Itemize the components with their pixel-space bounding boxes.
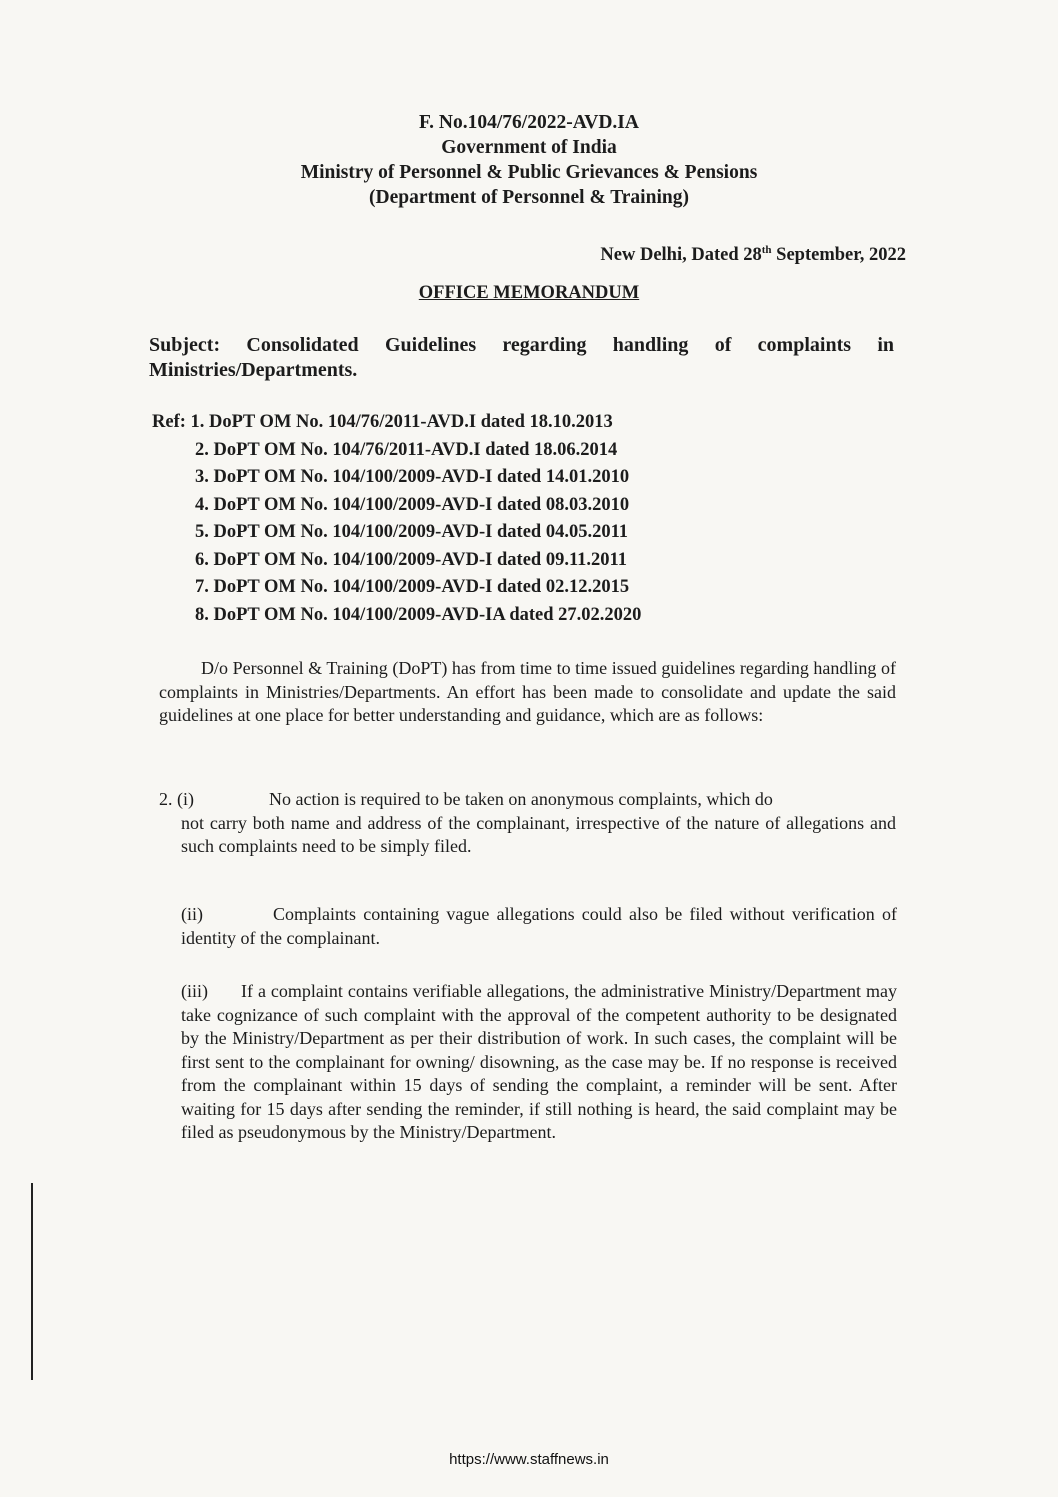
intro-paragraph: D/o Personnel & Training (DoPT) has from time to time issued guidelines regarding handling of complaints in Ministries/Departments. An effort has been made to consolidate and update the said guidelines at one place for better understanding and guidance, which are as follows: <box>159 658 896 725</box>
dateline-ordinal: th <box>761 244 772 256</box>
reference-item: 4. DoPT OM No. 104/100/2009-AVD-I dated 08.03.2010 <box>195 494 630 515</box>
reference-item: 8. DoPT OM No. 104/100/2009-AVD-IA dated 27.02.2020 <box>195 604 642 625</box>
margin-mark <box>31 1183 33 1380</box>
department-name: (Department of Personnel & Training) <box>369 187 689 208</box>
dateline-prefix: New Delhi, Dated 28 <box>600 245 762 266</box>
reference-item: 6. DoPT OM No. 104/100/2009-AVD-I dated 09.11.2011 <box>195 549 628 570</box>
paragraph-text: Complaints containing vague allegations could also be filed without verification of identity of the complainant. <box>181 904 897 948</box>
paragraph-ii <box>181 903 897 950</box>
paragraph-2-i <box>159 788 896 859</box>
dateline <box>600 244 906 266</box>
letterhead <box>0 110 1058 210</box>
government-name: Government of India <box>441 137 617 158</box>
reference-item: 2. DoPT OM No. 104/76/2011-AVD.I dated 18.06.2014 <box>195 439 618 460</box>
file-number: F. No.104/76/2022-AVD.IA <box>419 112 639 133</box>
memo-title: OFFICE MEMORANDUM <box>418 283 640 303</box>
paragraph-2-first-line <box>159 788 896 812</box>
reference-item: 5. DoPT OM No. 104/100/2009-AVD-I dated 04.05.2011 <box>195 522 629 542</box>
paragraph-label: (ii) <box>181 904 203 924</box>
paragraph-text: If a complaint contains verifiable allegations, the administrative Ministry/Department may take cognizance of such complaint with the approval of the competent authority to be designated by the Ministry/Department as per their distribution of work. In such cases, the complaint will be first sent to the complainant for owning/ disowning, as the case may be. If no response is received from the complainant within 15 days of sending the complaint, a reminder will be sent. After waiting for 15 days after sending the reminder, if still nothing is heard, the said complaint may be filed as pseudonymous by the Ministry/Department. <box>181 981 897 1142</box>
reference-item: 7. DoPT OM No. 104/100/2009-AVD-I dated 02.12.2015 <box>195 577 630 597</box>
subject-line: Subject: Consolidated Guidelines regarding handling of complaints in Ministries/Departments. <box>149 334 894 381</box>
paragraph-label: (iii) <box>181 981 208 1001</box>
paragraph-iii <box>181 980 897 1145</box>
ministry-name: Ministry of Personnel & Public Grievances & Pensions <box>300 162 758 183</box>
reference-item: Ref: 1. DoPT OM No. 104/76/2011-AVD.I dated 18.10.2013 <box>152 412 613 432</box>
paragraph-2-rest: not carry both name and address of the complainant, irrespective of the nature of allegations and such complaints need to be simply filed. <box>181 812 896 856</box>
footer-url: https://www.staffnews.in <box>449 1451 609 1468</box>
paragraph-first-text: No action is required to be taken on anonymous complaints, which do <box>269 789 773 809</box>
reference-list <box>152 409 641 629</box>
paragraph-label: 2. (i) <box>159 789 194 809</box>
reference-item: 3. DoPT OM No. 104/100/2009-AVD-I dated 14.01.2010 <box>195 467 630 487</box>
dateline-suffix: September, 2022 <box>771 245 906 266</box>
